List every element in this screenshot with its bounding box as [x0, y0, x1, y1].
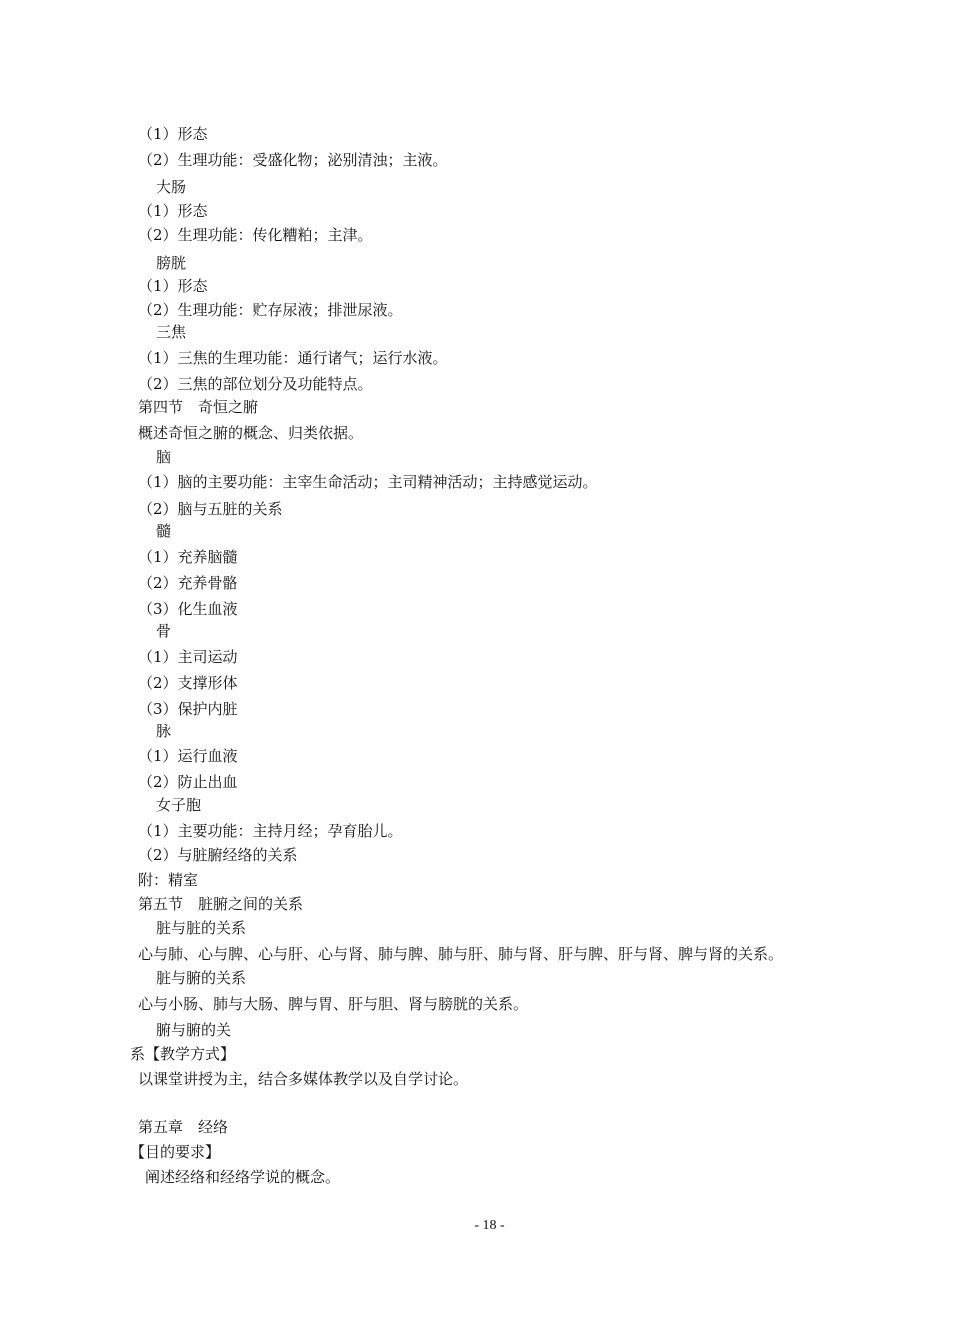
text-line: 心与小肠、肺与大肠、脾与胃、肝与胆、肾与膀胱的关系。 — [138, 995, 529, 1013]
text-line: （2）生理功能：贮存尿液；排泄尿液。 — [138, 301, 403, 319]
text-line: （2）支撑形体 — [138, 674, 238, 692]
text-line: 大肠 — [156, 178, 187, 196]
text-line: 三焦 — [156, 323, 187, 341]
text-line: （1）主要功能：主持月经；孕育胎儿。 — [138, 822, 403, 840]
text-line: 脑 — [156, 448, 172, 466]
text-line: （2）与脏腑经络的关系 — [138, 846, 298, 864]
text-line: 腑与腑的关 — [156, 1021, 232, 1039]
text-line: 第四节 奇恒之腑 — [138, 398, 259, 416]
text-line: （1）运行血液 — [138, 747, 238, 765]
text-line: （2）充养骨骼 — [138, 574, 238, 592]
text-line: （2）脑与五脏的关系 — [138, 500, 283, 518]
page-number: - 18 - — [474, 1218, 505, 1233]
text-line: （3）保护内脏 — [138, 700, 238, 718]
text-line: （1）主司运动 — [138, 648, 238, 666]
text-line: 脏与脏的关系 — [156, 919, 247, 937]
text-line: 【目的要求】 — [130, 1143, 221, 1161]
text-line: （1）脑的主要功能：主宰生命活动；主司精神活动；主持感觉运动。 — [138, 473, 598, 491]
text-line: （3）化生血液 — [138, 600, 238, 618]
text-line: 系【教学方式】 — [130, 1045, 236, 1063]
text-line: 脉 — [156, 722, 172, 740]
text-line: 第五章 经络 — [138, 1118, 229, 1136]
text-line: （1）三焦的生理功能：通行诸气；运行水液。 — [138, 349, 448, 367]
text-line: （1）形态 — [138, 277, 208, 295]
text-line: （2）生理功能：传化糟粕；主津。 — [138, 226, 373, 244]
text-line: 膀胱 — [156, 254, 187, 272]
text-line: 脏与腑的关系 — [156, 969, 247, 987]
text-line: （1）形态 — [138, 125, 208, 143]
text-line: 女子胞 — [156, 796, 202, 814]
text-line: 骨 — [156, 622, 172, 640]
text-line: 心与肺、心与脾、心与肝、心与肾、肺与脾、肺与肝、肺与肾、肝与脾、肝与肾、脾与肾的关系。 — [138, 945, 784, 963]
text-line: 以课堂讲授为主，结合多媒体教学以及自学讨论。 — [138, 1070, 469, 1088]
text-line: （1）形态 — [138, 202, 208, 220]
text-line: （2）生理功能：受盛化物；泌别清浊；主液。 — [138, 151, 448, 169]
text-line: （2）三焦的部位划分及功能特点。 — [138, 375, 373, 393]
text-line: 髓 — [156, 522, 172, 540]
text-line: （1）充养脑髓 — [138, 548, 238, 566]
text-line: 第五节 脏腑之间的关系 — [138, 895, 304, 913]
text-line: 阐述经络和经络学说的概念。 — [145, 1168, 341, 1186]
text-line: 概述奇恒之腑的概念、归类依据。 — [138, 424, 364, 442]
text-line: （2）防止出血 — [138, 773, 238, 791]
text-line: 附：精室 — [138, 871, 199, 889]
